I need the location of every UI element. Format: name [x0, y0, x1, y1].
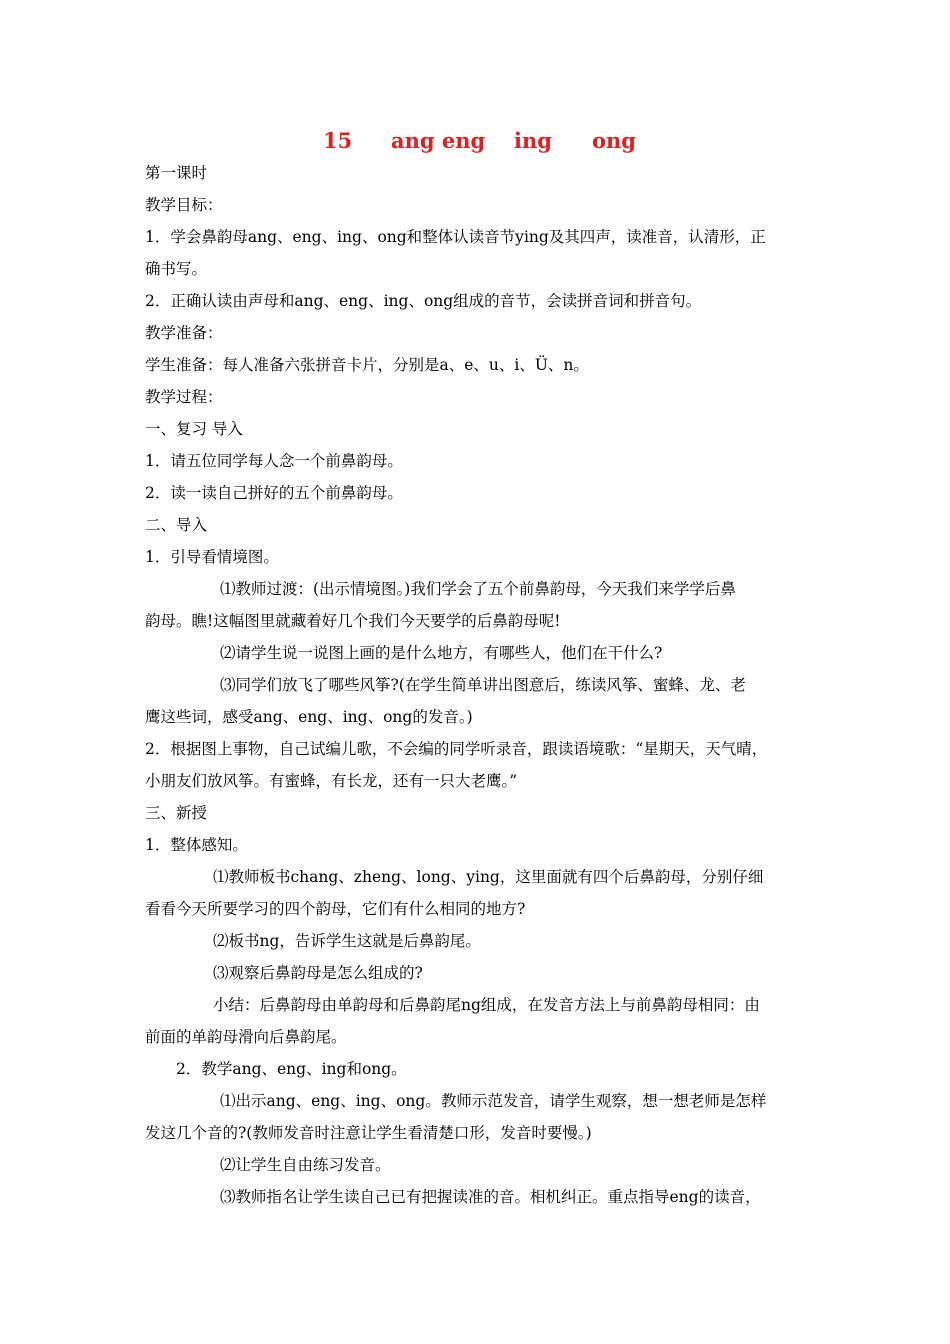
practice-step-1-cont: 发这几个音的?(教师发音时注意让学生看清楚口形，发音时要慢。)	[145, 1124, 592, 1142]
intro-step-3-cont: 鹰这些词，感受ang、eng、ing、ong的发音。)	[145, 708, 473, 726]
practice-step-2: ⑵让学生自由练习发音。	[220, 1156, 391, 1174]
intro-step-3: ⑶同学们放飞了哪些风筝?(在学生简单讲出图意后，练读风筝、蜜蜂、龙、老	[220, 676, 746, 694]
part-three-heading: 三、新授	[145, 804, 208, 822]
intro-item-2: 2．根据图上事物，自己试编儿歌，不会编的同学听录音，跟读语境歌：“星期天，天气晴，	[145, 740, 768, 758]
summary: 小结：后鼻韵母由单韵母和后鼻韵尾ng组成，在发音方法上与前鼻韵母相同：由	[213, 996, 760, 1014]
section-heading-goals: 教学目标：	[145, 196, 223, 214]
student-prep: 学生准备：每人准备六张拼音卡片，分别是a、e、u、i、Ü、n。	[145, 356, 589, 374]
goal-1: 1．学会鼻韵母ang、eng、ing、ong和整体认读音节ying及其四声，读准音，认清形，正	[145, 228, 766, 246]
lesson-period: 第一课时	[145, 164, 208, 182]
title-part-ong: ong	[592, 128, 636, 153]
title-number: 15	[323, 128, 353, 153]
teach-item-2: 2．教学ang、eng、ing和ong。	[176, 1060, 407, 1078]
lesson-title	[0, 128, 950, 158]
practice-step-3: ⑶教师指名让学生读自己已有把握读准的音。相机纠正。重点指导eng的读音，	[220, 1188, 761, 1206]
teach-step-1: ⑴教师板书chang、zheng、long、ying，这里面就有四个后鼻韵母，分别仔细	[213, 868, 764, 886]
part-two-heading: 二、导入	[145, 516, 208, 534]
review-item-1: 1．请五位同学每人念一个前鼻韵母。	[145, 452, 403, 470]
teach-step-3: ⑶观察后鼻韵母是怎么组成的?	[213, 964, 423, 982]
teach-item-1: 1．整体感知。	[145, 836, 248, 854]
teach-step-1-cont: 看看今天所要学习的四个韵母，它们有什么相同的地方?	[145, 900, 526, 918]
intro-step-2: ⑵请学生说一说图上画的是什么地方，有哪些人，他们在干什么?	[220, 644, 663, 662]
title-part-ang-eng: ang eng	[391, 128, 486, 153]
intro-item-1: 1．引导看情境图。	[145, 548, 279, 566]
goal-1-cont: 确书写。	[145, 260, 208, 278]
intro-step-1-cont: 韵母。瞧!这幅图里就藏着好几个我们今天要学的后鼻韵母呢!	[145, 612, 561, 630]
teach-step-2: ⑵板书ng，告诉学生这就是后鼻韵尾。	[213, 932, 481, 950]
goal-2: 2．正确认读由声母和ang、eng、ing、ong组成的音节，会读拼音词和拼音句。	[145, 292, 702, 310]
summary-cont: 前面的单韵母滑向后鼻韵尾。	[145, 1028, 347, 1046]
section-heading-process: 教学过程：	[145, 388, 223, 406]
intro-step-1: ⑴教师过渡：(出示情境图。)我们学会了五个前鼻韵母，今天我们来学学后鼻	[220, 580, 736, 598]
practice-step-1: ⑴出示ang、eng、ing、ong。教师示范发音，请学生观察，想一想老师是怎样	[220, 1092, 767, 1110]
review-item-2: 2．读一读自己拼好的五个前鼻韵母。	[145, 484, 403, 502]
section-heading-prep: 教学准备：	[145, 324, 223, 342]
part-one-heading: 一、复习 导入	[145, 420, 243, 438]
title-part-ing: ing	[514, 128, 552, 153]
intro-item-2-cont: 小朋友们放风筝。有蜜蜂，有长龙，还有一只大老鹰。”	[145, 772, 518, 790]
